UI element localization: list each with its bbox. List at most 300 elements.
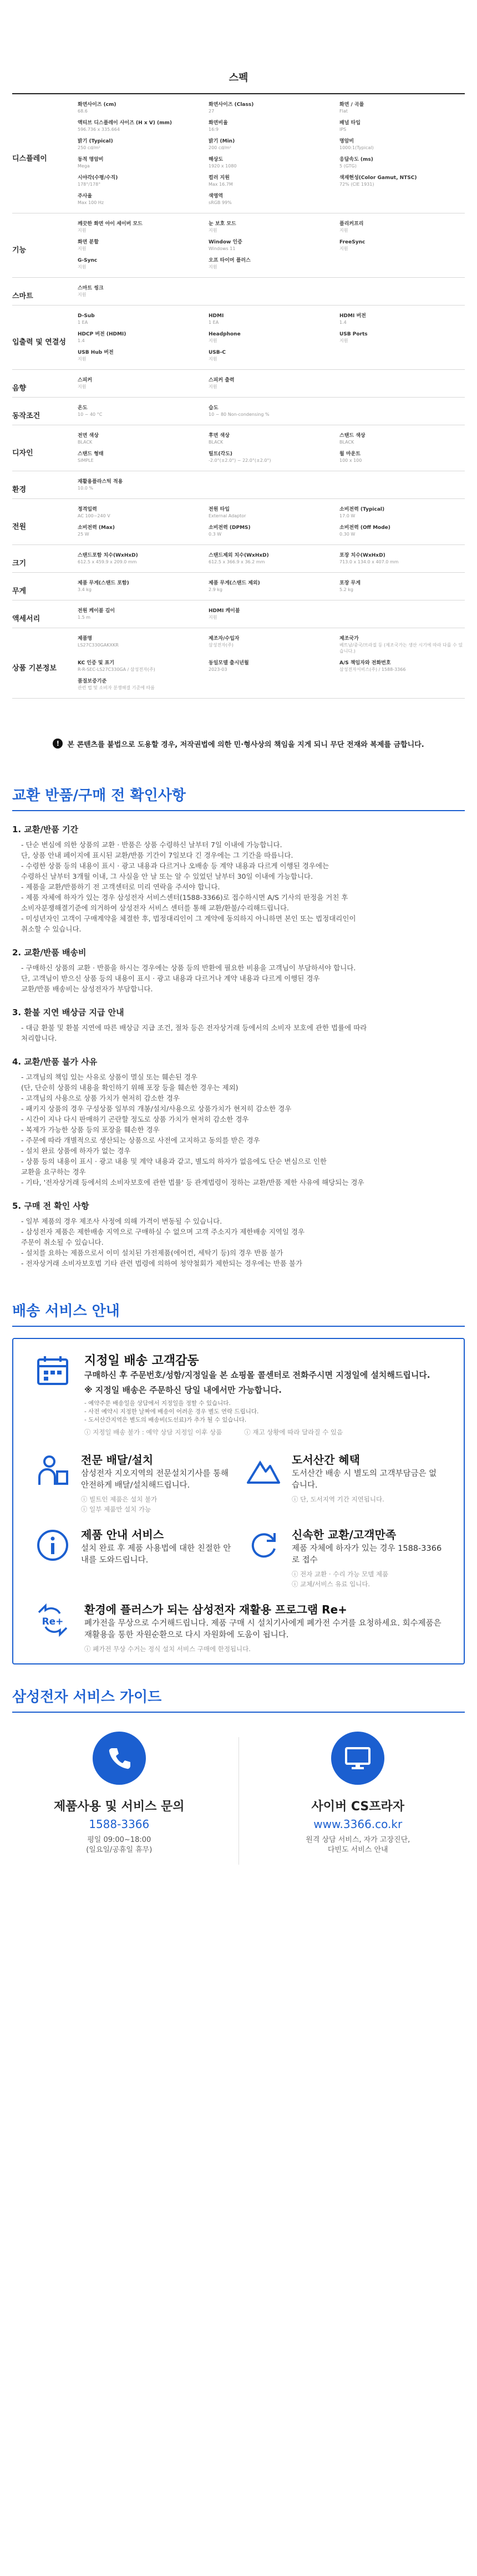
spec-item — [339, 522, 465, 540]
spec-key: 오프 타이머 플러스 — [209, 257, 334, 264]
spec-group-items — [78, 573, 465, 600]
designated-check-2: ⓘ 재고 상황에 따라 달라질 수 있음 — [244, 1428, 343, 1437]
spec-value: 178°/178° — [78, 181, 203, 187]
spec-item — [339, 503, 465, 522]
spec-value: IPS — [339, 126, 465, 133]
spec-key: 컬러 지원 — [209, 175, 334, 181]
return-line: (단, 단순히 상품의 내용을 확인하기 위해 포장 등을 훼손한 경우는 제외) — [12, 1082, 465, 1093]
spec-key: 스탠드제외 치수(WxHxD) — [209, 552, 334, 559]
spec-value: -2.0°(±2.0°) ~ 22.0°(±2.0°) — [209, 457, 334, 464]
spec-item — [78, 448, 203, 466]
spec-key: 색영역 — [209, 193, 334, 200]
spec-group-name: 디스플레이 — [12, 94, 78, 213]
spec-value: External Adaptor — [209, 513, 334, 519]
spec-item — [209, 328, 334, 347]
spec-key: 응답속도 (ms) — [339, 156, 465, 163]
return-section-heading: 3. 환불 지연 배상금 지급 안내 — [12, 1006, 465, 1018]
island-check-1: ⓘ 단, 도서지역 기간 지연됩니다. — [292, 1495, 444, 1504]
spec-key: G-Sync — [78, 257, 203, 264]
spec-key: 정격입력 — [78, 506, 203, 513]
spec-value: 지원 — [209, 227, 334, 233]
return-line: - 상품 등의 내용이 표시 · 광고 내용 및 계약 내용과 같고, 별도의 하자가 없음에도 단순 변심으로 인한 — [12, 1156, 465, 1167]
cyber-cs-url[interactable]: www.3366.co.kr — [313, 1818, 402, 1831]
spec-key: 눈 보호 모드 — [209, 221, 334, 227]
spec-item — [339, 549, 465, 568]
spec-key: 소비전력 (DPMS) — [209, 525, 334, 531]
install-check-1: ⓘ 빌트인 제품은 설치 불가 — [81, 1495, 233, 1504]
spec-value: 삼성전자서비스(주) / 1588-3366 — [339, 666, 465, 673]
spec-item — [78, 236, 203, 254]
spec-group — [12, 545, 465, 573]
spec-key: 습도 — [209, 405, 334, 411]
exchange-service — [244, 1526, 444, 1589]
designated-check-1: ⓘ 지정일 배송 불가 : 예약 상담 지정일 이후 상품 — [84, 1428, 222, 1437]
phone-number[interactable]: 1588-3366 — [89, 1818, 149, 1831]
install-service — [33, 1451, 233, 1514]
designated-title: 지정일 배송 고객감동 — [84, 1351, 444, 1368]
spec-key: D-Sub — [78, 313, 203, 319]
spec-group — [12, 425, 465, 471]
return-line: - 일부 제품의 경우 제조사 사정에 의해 가격이 변동될 수 있습니다. — [12, 1216, 465, 1226]
return-line: 교환을 요구하는 경우 — [12, 1167, 465, 1177]
spec-key: FreeSync — [339, 239, 465, 246]
spec-value: 5 (GTG) — [339, 163, 465, 169]
spec-item — [209, 347, 334, 365]
spec-group — [12, 471, 465, 499]
spec-group — [12, 278, 465, 306]
phone-hours: 평일 09:00~18:00 (일요일/공휴일 휴무) — [86, 1835, 152, 1855]
spec-value: 지원 — [78, 227, 203, 233]
spec-item — [209, 374, 334, 393]
spec-key: Headphone — [209, 331, 334, 338]
spec-group-name: 스마트 — [12, 278, 78, 305]
spec-item — [78, 503, 203, 522]
spec-value: LS27C330GAKXKR — [78, 642, 203, 648]
spec-value: 27 — [209, 108, 334, 114]
return-line: - 대금 환불 및 환불 지연에 따른 배상금 지급 조건, 절차 등은 전자상거래 등에서의 소비자 보호에 관한 법률에 따라 — [12, 1022, 465, 1033]
recycle-check-1: ⓘ 폐가전 무상 수거는 정식 설치 서비스 구매에 한정됩니다. — [84, 1645, 444, 1653]
spec-group — [12, 499, 465, 545]
spec-item — [78, 254, 203, 273]
spec-value: SIMPLE — [78, 457, 203, 464]
install-desc: 삼성전자 지오지역의 전문설치기사를 통해 안전하게 배달/설치해드립니다. — [81, 1468, 233, 1491]
spec-value: 2.9 kg — [209, 587, 334, 593]
return-line: - 설치를 요하는 제품으로서 이미 설치된 가전제품(에어컨, 세탁기 등)의 경우 반품 불가 — [12, 1248, 465, 1258]
spec-value: 지원 — [339, 338, 465, 344]
spec-value: 1 EA — [78, 319, 203, 325]
return-line: 주문이 취소될 수 있습니다. — [12, 1237, 465, 1248]
product-detail-page — [0, 61, 477, 2576]
spec-key: A/S 책임자와 전화번호 — [339, 660, 465, 666]
return-line: 취소할 수 있습니다. — [12, 924, 465, 934]
spec-value: 16:9 — [209, 126, 334, 133]
spec-item — [78, 675, 203, 694]
phone-icon — [93, 1732, 146, 1785]
spec-group — [12, 213, 465, 278]
spec-item — [339, 310, 465, 328]
return-line: - 삼성전자 제품은 제한배송 지역으로 구매하실 수 없으며 고객 주소지가 제한배송 지역일 경우 — [12, 1226, 465, 1237]
spec-item — [78, 577, 203, 595]
spec-group — [12, 398, 465, 425]
spec-item — [339, 218, 465, 236]
spec-value: 200 cd/m² — [209, 145, 334, 151]
spec-key: 전면 색상 — [78, 432, 203, 439]
spec-key: 스탠드 색상 — [339, 432, 465, 439]
spec-key: 화면사이즈 (cm) — [78, 101, 203, 108]
spec-value: 10 ~ 40 °C — [78, 411, 203, 418]
spec-item — [78, 190, 203, 208]
product-guide-title: 제품 안내 서비스 — [81, 1526, 233, 1542]
spec-key: 화면사이즈 (Class) — [209, 101, 334, 108]
return-line: - 설치 완료 상품에 하자가 없는 경우 — [12, 1146, 465, 1156]
spec-key: 후면 색상 — [209, 432, 334, 439]
spec-value: R-R-SEC-LS27C330GA / 삼성전자(주) — [78, 666, 203, 673]
spec-item — [209, 254, 334, 273]
island-title: 도서산간 혜택 — [292, 1451, 444, 1467]
spec-value: 250 cd/m² — [78, 145, 203, 151]
spec-key: 액티브 디스플레이 사이즈 (H x V) (mm) — [78, 120, 203, 126]
island-service — [244, 1451, 444, 1514]
spec-section — [0, 61, 477, 699]
spec-item — [209, 154, 334, 172]
spec-key: 소비전력 (Typical) — [339, 506, 465, 513]
install-check-2: ⓘ 일부 제품만 설치 가능 — [81, 1505, 233, 1514]
return-line: - 주문에 따라 개별적으로 생산되는 상품으로 사전에 고지하고 동의를 받은 경우 — [12, 1135, 465, 1146]
spec-value: 지원 — [78, 264, 203, 270]
cyber-cs-desc: 원격 상담 서비스, 자가 고장진단, 다빈도 서비스 안내 — [306, 1835, 410, 1855]
spec-item — [78, 172, 203, 190]
spec-item — [209, 522, 334, 540]
return-title: 교환 반품/구매 전 확인사항 — [0, 784, 477, 805]
spec-value: BLACK — [209, 439, 334, 445]
spec-key: 재활용플라스틱 적용 — [78, 478, 203, 485]
spec-item — [209, 430, 334, 448]
spec-group-items — [78, 278, 465, 305]
spec-value: 관련 법 및 소비자 분쟁해결 기준에 따름 — [78, 685, 203, 691]
phone-support-title: 제품사용 및 서비스 문의 — [54, 1797, 185, 1814]
spec-key: 제품명 — [78, 635, 203, 642]
designated-small-3: - 도서산간지역은 별도의 배송비(도선료)가 추가 될 수 있습니다. — [84, 1416, 444, 1424]
spec-value: BLACK — [339, 439, 465, 445]
return-body — [0, 823, 477, 1269]
spec-key: Window 인증 — [209, 239, 334, 246]
spec-value: 1.5 m — [78, 614, 203, 620]
spec-item — [78, 310, 203, 328]
spec-item — [209, 117, 334, 135]
spec-key: 포장 무게 — [339, 580, 465, 587]
exchange-check-2: ⓘ 교체/서비스 유료 입니다. — [292, 1580, 444, 1589]
spec-item — [78, 374, 203, 393]
spec-item — [78, 218, 203, 236]
spec-key: HDMI 케이블 — [209, 608, 334, 614]
spec-value: 지원 — [339, 246, 465, 252]
designated-small-1: - 예약주문 배송일을 상담에서 지정일을 정할 수 있습니다. — [84, 1399, 444, 1408]
spec-key: 전원 케이블 길이 — [78, 608, 203, 614]
spec-value: 2023-03 — [209, 666, 334, 673]
return-section-heading: 5. 구매 전 확인 사항 — [12, 1200, 465, 1211]
return-line: - 미성년자인 고객이 구매계약을 체결한 후, 법정대리인이 그 계약에 동의하지 아니하면 본인 또는 법정대리인이 — [12, 913, 465, 924]
spec-item — [339, 328, 465, 347]
spec-group-items — [78, 94, 465, 213]
re-plus-icon — [33, 1601, 72, 1640]
return-line: - 제품을 교환/반품하기 전 고객센터로 미리 연락을 주셔야 합니다. — [12, 882, 465, 892]
spec-key: 동일모델 출시년월 — [209, 660, 334, 666]
spec-item — [339, 430, 465, 448]
cyber-cs-plaza[interactable] — [239, 1732, 477, 1865]
spec-item — [78, 117, 203, 135]
designated-bold: ※ 지정일 배송은 주문하신 당일 내에서만 가능합니다. — [84, 1384, 444, 1396]
spec-value: 베트남/중국/브라질 등 (제조국가는 생산 시기에 따라 다를 수 있습니다.) — [339, 642, 465, 654]
spec-item — [209, 190, 334, 208]
return-line: 수령하신 날부터 3개월 이내, 그 사실을 안 날 또는 알 수 있었던 날부터 30일 이내에 가능합니다. — [12, 871, 465, 882]
spec-value: 612.5 x 459.9 x 209.0 mm — [78, 559, 203, 565]
copyright-notice — [12, 724, 465, 763]
spec-group-name: 상품 기본정보 — [12, 628, 78, 698]
spec-groups — [12, 94, 465, 699]
spec-value: 지원 — [209, 264, 334, 270]
spec-key: 품질보증기준 — [78, 678, 203, 685]
spec-item — [339, 633, 465, 657]
spec-group-items — [78, 471, 465, 498]
spec-key: 스탠드 형태 — [78, 451, 203, 457]
spec-value: 1920 x 1080 — [209, 163, 334, 169]
spec-key: 해상도 — [209, 156, 334, 163]
phone-support[interactable] — [0, 1732, 238, 1865]
spec-group-items — [78, 398, 465, 425]
spec-key: 소비전력 (Max) — [78, 525, 203, 531]
return-line: - 기타, '전자상거래 등에서의 소비자보호에 관한 법률' 등 관계법령이 정하는 교환/반품 제한 사유에 해당되는 경우 — [12, 1177, 465, 1188]
spec-value: 5.2 kg — [339, 587, 465, 593]
spec-value: Max 16.7M — [209, 181, 334, 187]
spec-item — [339, 577, 465, 595]
spec-key: 전원 타입 — [209, 506, 334, 513]
mountain-icon — [244, 1451, 283, 1490]
spec-key: HDCP 버전 (HDMI) — [78, 331, 203, 338]
spec-item — [209, 605, 334, 623]
spec-key: 밝기 (Typical) — [78, 138, 203, 145]
spec-group-items — [78, 213, 465, 277]
spec-item — [78, 154, 203, 172]
delivery-section — [0, 1300, 477, 1664]
spec-item — [339, 236, 465, 254]
spec-group-name: 전원 — [12, 499, 78, 544]
spec-key: 스피커 — [78, 377, 203, 384]
spec-value: 지원 — [209, 614, 334, 620]
spec-value: Max 100 Hz — [78, 200, 203, 206]
recycle-desc: 폐가전을 무상으로 수거해드립니다. 제품 구매 시 설치기사에게 폐가전 수거를 요청하세요. 회수제품은 재활용을 통한 자원순환으로 다시 자원화에 도움이 됩니다. — [84, 1618, 444, 1641]
spec-item — [78, 522, 203, 540]
spec-item — [209, 236, 334, 254]
spec-key: 포장 치수(WxHxD) — [339, 552, 465, 559]
refresh-icon — [244, 1526, 283, 1565]
spec-item — [78, 282, 203, 301]
return-divider — [12, 810, 465, 811]
spec-item — [78, 347, 203, 365]
return-line: - 제품 자체에 하자가 있는 경우 삼성전자 서비스센터(1588-3366)로 접수하시면 A/S 기사의 판정을 거친 후 — [12, 892, 465, 903]
spec-group-name: 입출력 및 연결성 — [12, 306, 78, 369]
return-section-heading: 2. 교환/반품 배송비 — [12, 946, 465, 958]
spec-group-name: 환경 — [12, 471, 78, 498]
spec-value: 지원 — [78, 356, 203, 362]
info-icon — [33, 1526, 72, 1565]
spec-item — [78, 549, 203, 568]
spec-key: 온도 — [78, 405, 203, 411]
recycle-program — [33, 1601, 444, 1653]
spec-value: 0.3 W — [209, 531, 334, 537]
spec-group-name: 기능 — [12, 213, 78, 277]
return-line: - 구매하신 상품의 교환 · 반품을 하시는 경우에는 상품 등의 반환에 필요한 비용을 고객님이 부담하셔야 합니다. — [12, 963, 465, 973]
spec-group-items — [78, 545, 465, 572]
calendar-icon — [33, 1351, 72, 1390]
spec-key: 제품 무게(스탠드 제외) — [209, 580, 334, 587]
spec-key: 제품 무게(스탠드 포함) — [78, 580, 203, 587]
spec-group-items — [78, 499, 465, 544]
spec-key: 화면 분할 — [78, 239, 203, 246]
spec-item — [209, 135, 334, 154]
return-line: - 복제가 가능한 상품 등의 포장을 훼손한 경우 — [12, 1124, 465, 1135]
spec-item — [209, 657, 334, 675]
notice-text: 본 콘텐츠를 불법으로 도용할 경우, 저작권법에 의한 민·형사상의 책임을 지게 되니 무단 전재와 복제를 금합니다. — [67, 739, 424, 749]
spec-key: 색재현성(Color Gamut, NTSC) — [339, 175, 465, 181]
return-line: - 시간이 지나 다시 판매하기 곤란할 정도로 상품 가치가 현저히 감소한 경우 — [12, 1114, 465, 1124]
spec-key: 동적 명암비 — [78, 156, 203, 163]
spec-group-name: 크기 — [12, 545, 78, 572]
product-guide-desc: 설치 완료 후 제품 사용법에 대한 친절한 안내를 도와드립니다. — [81, 1543, 233, 1566]
spec-item — [78, 402, 203, 420]
spec-value: 1.4 — [339, 319, 465, 325]
spec-value: 지원 — [209, 384, 334, 390]
return-line: 단, 고객님이 받으신 상품 등의 내용이 표시 · 광고 내용과 다르거나 계약 내용과 다르게 이행된 경우 — [12, 973, 465, 984]
spec-key: 밝기 (Min) — [209, 138, 334, 145]
spec-value: Windows 11 — [209, 246, 334, 252]
spec-item — [209, 402, 334, 420]
return-line: - 고객님의 사용으로 상품 가치가 현저히 감소한 경우 — [12, 1093, 465, 1103]
spec-item — [339, 448, 465, 466]
spec-value: Mega — [78, 163, 203, 169]
spec-value: 지원 — [339, 227, 465, 233]
spec-item — [209, 633, 334, 657]
spec-value: Flat — [339, 108, 465, 114]
spec-group — [12, 600, 465, 628]
spec-key: USB-C — [209, 349, 334, 356]
spec-value: 25 W — [78, 531, 203, 537]
spec-key: 플리커프리 — [339, 221, 465, 227]
recycle-title: 환경에 플러스가 되는 삼성전자 재활용 프로그램 Re+ — [84, 1601, 444, 1617]
return-line: - 전자상거래 소비자보호법 기타 관련 법령에 의하여 청약철회가 제한되는 경우에는 반품 불가 — [12, 1258, 465, 1269]
spec-value: sRGB 99% — [209, 200, 334, 206]
spec-key: KC 인증 및 표기 — [78, 660, 203, 666]
island-desc: 도서산간 배송 시 별도의 고객부담금은 없습니다. — [292, 1468, 444, 1491]
spec-group-name: 액세서리 — [12, 600, 78, 628]
spec-value: 3.4 kg — [78, 587, 203, 593]
spec-item — [78, 605, 203, 623]
svg-text:Re+: Re+ — [42, 1616, 64, 1627]
spec-item — [78, 430, 203, 448]
exchange-title: 신속한 교환/고객만족 — [292, 1526, 444, 1542]
spec-value: 68.6 — [78, 108, 203, 114]
spec-group — [12, 94, 465, 213]
spec-key: USB Hub 버전 — [78, 349, 203, 356]
spec-group-name: 음향 — [12, 370, 78, 397]
exchange-check-1: ⓘ 전자 교환 · 수리 가능 모델 제품 — [292, 1570, 444, 1579]
exchange-desc: 제품 자체에 하자가 있는 경우 1588-3366 로 접수 — [292, 1543, 444, 1566]
spec-value: 지원 — [209, 338, 334, 344]
spec-item — [339, 135, 465, 154]
spec-group-name: 동작조건 — [12, 398, 78, 425]
spec-key: 틸트(각도) — [209, 451, 334, 457]
return-line: 소비자분쟁해결기준에 의거하여 삼성전자 서비스 센터를 통해 교환/환불/수리해드립니다. — [12, 903, 465, 913]
spec-group — [12, 573, 465, 600]
return-line: - 수령한 상품 등의 내용이 표시 · 광고 내용과 다르거나 오배송 등 계약 내용과 다르게 이행된 경우에는 — [12, 861, 465, 871]
spec-item — [78, 657, 203, 675]
spec-item — [339, 99, 465, 117]
spec-group-items — [78, 425, 465, 471]
spec-item — [209, 503, 334, 522]
spec-item — [209, 448, 334, 466]
spec-item — [78, 99, 203, 117]
delivery-box — [12, 1338, 465, 1664]
spec-item — [209, 310, 334, 328]
spec-value: 10.0 % — [78, 485, 203, 491]
return-line: - 패키지 상품의 경우 구성상품 일부의 개봉/설치/사용으로 상품가치가 현저히 감소한 경우 — [12, 1103, 465, 1114]
spec-value: 1 EA — [209, 319, 334, 325]
spec-value: 지원 — [78, 246, 203, 252]
spec-group — [12, 306, 465, 370]
spec-value: 삼성전자(주) — [209, 642, 334, 648]
spec-item — [209, 549, 334, 568]
designated-delivery — [33, 1351, 444, 1437]
delivery-row-2 — [33, 1526, 444, 1589]
spec-value: 지원 — [78, 384, 203, 390]
spec-key: HDMI — [209, 313, 334, 319]
spec-key: 소비전력 (Off Mode) — [339, 525, 465, 531]
spec-value: 0.30 W — [339, 531, 465, 537]
cyber-cs-title: 사이버 CS프라자 — [311, 1797, 404, 1814]
install-title: 전문 배달/설치 — [81, 1451, 233, 1467]
designated-desc: 구매하신 후 주문번호/성함/지정일을 본 쇼핑몰 콜센터로 전화주시면 지정일에 설치해드립니다. — [84, 1370, 444, 1381]
spec-item — [209, 99, 334, 117]
return-line: - 고객님의 책임 있는 사유로 상품이 멸실 또는 훼손된 경우 — [12, 1072, 465, 1082]
spec-value: 100 x 100 — [339, 457, 465, 464]
spec-key: 제조국가 — [339, 635, 465, 642]
delivery-divider — [12, 1326, 465, 1327]
spec-key: HDMI 버전 — [339, 313, 465, 319]
spec-key: 패널 타입 — [339, 120, 465, 126]
spec-item — [209, 172, 334, 190]
spec-group-name: 무게 — [12, 573, 78, 600]
spec-value: AC 100~240 V — [78, 513, 203, 519]
spec-value: 10 ~ 80 Non-condensing % — [209, 411, 334, 418]
spec-group-items — [78, 600, 465, 628]
return-section — [0, 784, 477, 1269]
spec-value: 612.5 x 366.9 x 36.2 mm — [209, 559, 334, 565]
spec-item — [78, 476, 203, 494]
spec-item — [339, 154, 465, 172]
spec-key: USB Ports — [339, 331, 465, 338]
spec-item — [339, 172, 465, 190]
service-guide — [0, 1732, 477, 1865]
spec-value: BLACK — [78, 439, 203, 445]
spec-key: 깨끗한 화면 아이 세이버 모드 — [78, 221, 203, 227]
spec-key: 화면 / 곡률 — [339, 101, 465, 108]
spec-group-name: 디자인 — [12, 425, 78, 471]
spec-key: 스피커 출력 — [209, 377, 334, 384]
installer-icon — [33, 1451, 72, 1490]
guide-divider — [12, 1712, 465, 1713]
guide-title: 삼성전자 서비스 가이드 — [0, 1686, 477, 1706]
spec-key: 스탠드포함 치수(WxHxD) — [78, 552, 203, 559]
monitor-icon — [331, 1732, 384, 1785]
